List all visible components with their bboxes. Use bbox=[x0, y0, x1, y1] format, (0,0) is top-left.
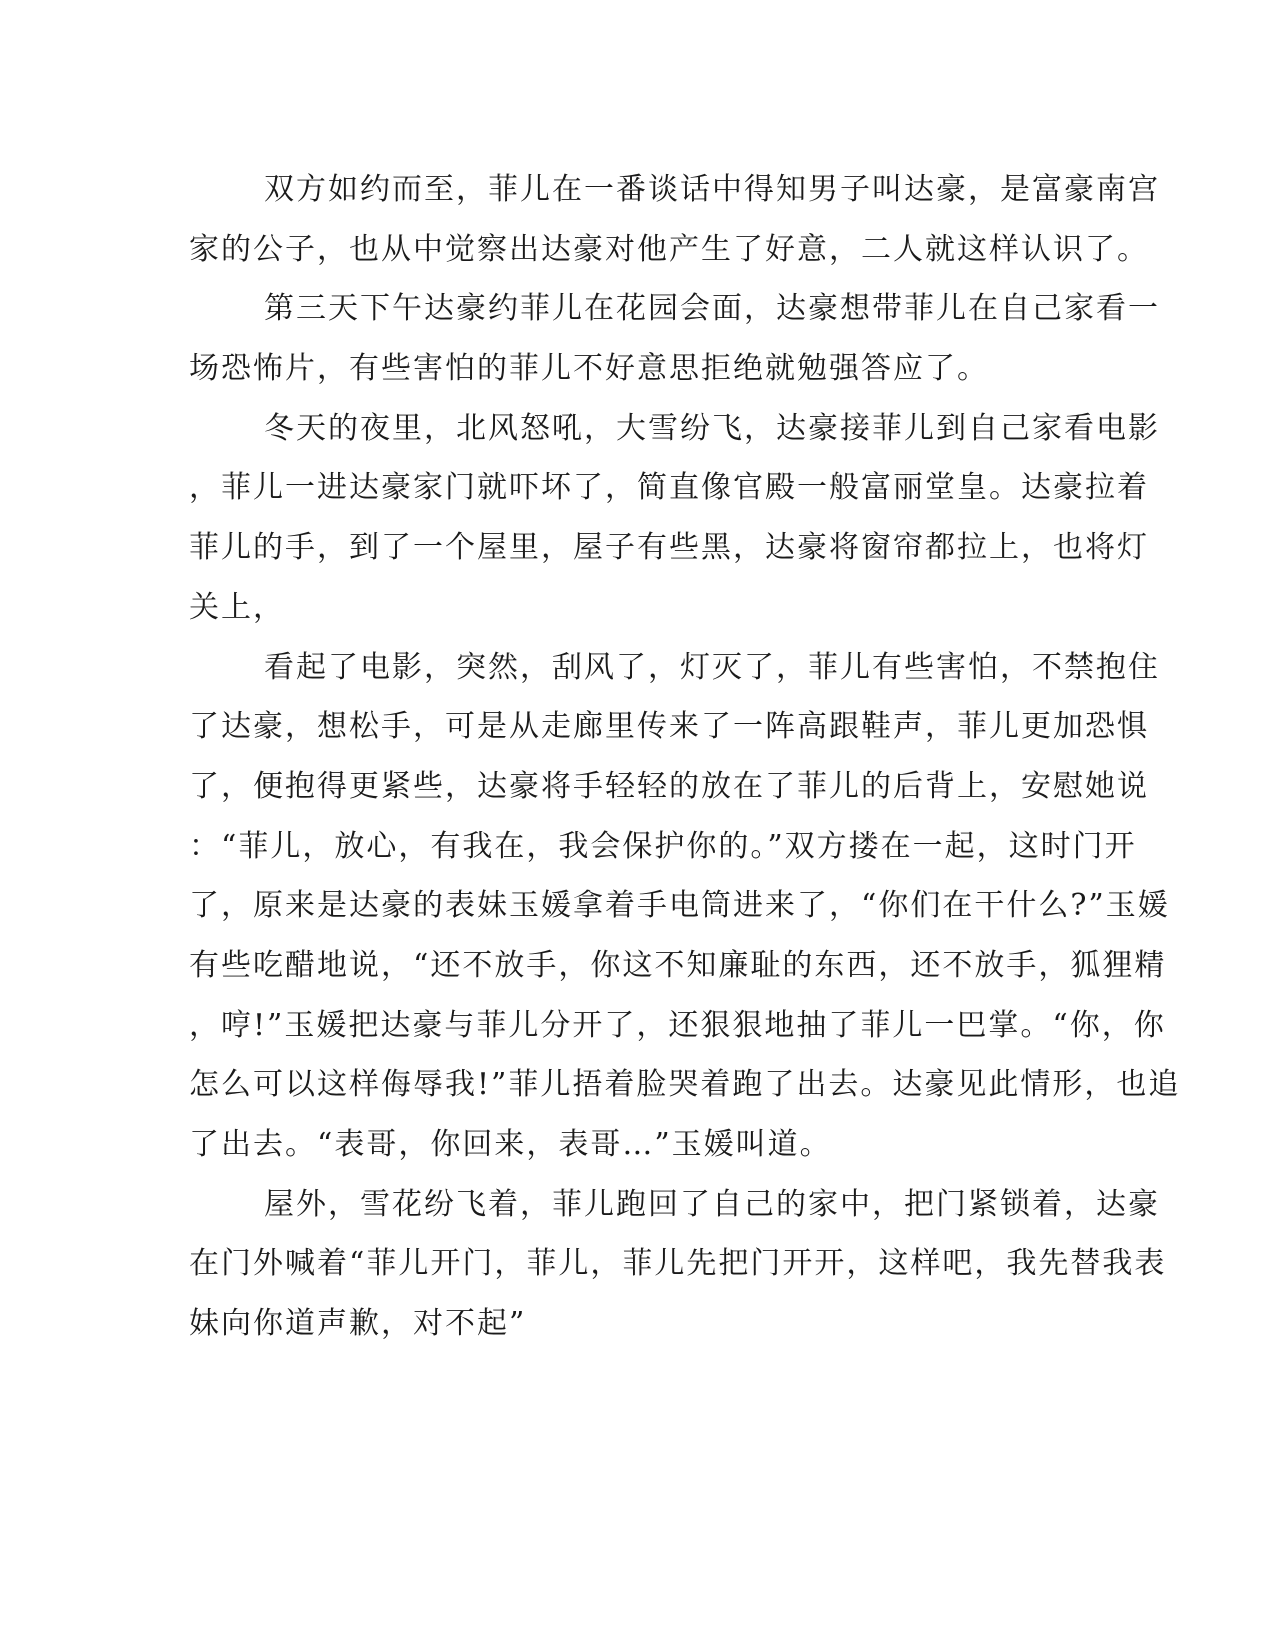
text-line: 场恐怖片，有些害怕的菲儿不好意思拒绝就勉强答应了。 bbox=[189, 351, 989, 387]
text-line: 了，便抱得更紧些，达豪将手轻轻的放在了菲儿的后背上，安慰她说 bbox=[189, 768, 1149, 804]
text-line: 了出去。“表哥，你回来，表哥…”玉媛叫道。 bbox=[189, 1127, 832, 1162]
text-line: 冬天的夜里，北风怒吼，大雪纷飞，达豪接菲儿到自己家看电影 bbox=[264, 410, 1160, 446]
text-line: 屋外，雪花纷飞着，菲儿跑回了自己的家中，把门紧锁着，达豪 bbox=[264, 1186, 1160, 1222]
text-line: 了，原来是达豪的表妹玉媛拿着手电筒进来了，“你们在干什么?”玉媛 bbox=[189, 888, 1170, 924]
text-line: 双方如约而至，菲儿在一番谈话中得知男子叫达豪，是富豪南宫 bbox=[264, 172, 1160, 207]
text-line: ，哼!”玉媛把达豪与菲儿分开了，还狠狠地抽了菲儿一巴掌。“你，你 bbox=[189, 1007, 1166, 1043]
text-line: 怎么可以这样侮辱我!”菲儿捂着脸哭着跑了出去。达豪见此情形，也追 bbox=[189, 1067, 1181, 1103]
text-line: 关上， bbox=[189, 589, 285, 625]
text-line: 家的公子，也从中觉察出达豪对他产生了好意，二人就这样认识了。 bbox=[189, 231, 1149, 267]
text-line: 妹向你道声歉，对不起” bbox=[189, 1306, 527, 1342]
text-line: 了达豪，想松手，可是从走廊里传来了一阵高跟鞋声，菲儿更加恐惧 bbox=[189, 709, 1149, 745]
body-text bbox=[189, 160, 1181, 1354]
text-line: 菲儿的手，到了一个屋里，屋子有些黑，达豪将窗帘都拉上，也将灯 bbox=[189, 530, 1149, 566]
text-line: 在门外喊着“菲儿开门，菲儿，菲儿先把门开开，这样吧，我先替我表 bbox=[189, 1246, 1167, 1282]
text-line: 看起了电影，突然，刮风了，灯灭了，菲儿有些害怕，不禁抱住 bbox=[264, 649, 1160, 685]
text-line: ：“菲儿，放心，有我在，我会保护你的。”双方搂在一起，这时门开 bbox=[189, 828, 1137, 864]
text-line: 有些吃醋地说，“还不放手，你这不知廉耻的东西，还不放手，狐狸精 bbox=[189, 947, 1167, 983]
text-line: 第三天下午达豪约菲儿在花园会面，达豪想带菲儿在自己家看一 bbox=[264, 291, 1160, 327]
text-line: ，菲儿一进达豪家门就吓坏了，简直像官殿一般富丽堂皇。达豪拉着 bbox=[189, 470, 1149, 506]
